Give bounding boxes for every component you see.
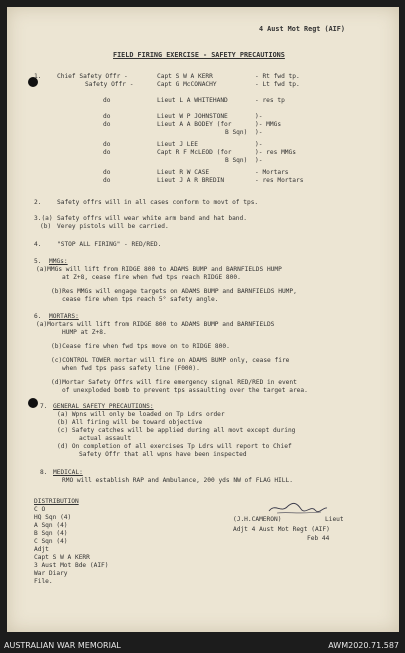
paragraph-text: actual assault [79,435,132,442]
section-number: 6. [34,313,42,320]
handwritten-signature [267,499,329,517]
paragraph-text: of unexploded bomb to prevent tps assaulting over the target area. [62,387,308,394]
paragraph-text: RMO will establish RAP and Ambulance, 200 yds NW of FLAG HILL. [62,477,293,484]
distribution-item: 3 Aust Mot Bde (AIF) [34,562,109,569]
safety-offr-name: Capt G McCONACHY [157,81,217,88]
subsection-label: (b) [40,223,52,230]
document-title: FIELD FIRING EXERCISE - SAFETY PRECAUTIONS [113,51,285,59]
paragraph-text: (d)Mortar Safety Offrs will fire emergency signal RED/RED in event [51,379,297,386]
paragraph-text: (c) Safety catches will be applied during all movt except during [57,427,296,434]
ditto-mark: do [103,149,111,156]
ditto-mark: do [103,177,111,184]
paragraph-text: (d) On completion of all exercises Tp Ldrs will report to Chief [57,443,292,450]
signatory-rank: Lieut [325,516,344,523]
section-number: 3.(a) [34,215,53,222]
paragraph-text: (a) Wpns will only be loaded on Tp Ldrs order [57,411,225,418]
section-heading: GENERAL SAFETY PRECAUTIONS: [53,403,154,410]
officer-name: Lieut J LEE [157,141,198,148]
chief-safety-name: Capt S W A KERR [157,73,213,80]
officer-name: Capt R F McLEOD (for [157,149,232,156]
paragraph-text: (b)Cease fire when fwd tps move on to RIDGE 800. [51,343,230,350]
officer-name: Lieut J A R BREDIN [157,177,225,184]
officer-role: )- res MMGs [255,149,296,156]
officer-role: )- [255,141,263,148]
paragraph-text: Verey pistols will be carried. [57,223,169,230]
distribution-item: Capt S W A KERR [34,554,90,561]
officer-role: - res Mortars [255,177,304,184]
officer-name: Lieut R W CASE [157,169,210,176]
paragraph-text: cease fire when tps reach 5° safety angle. [62,296,219,303]
paragraph-text: (b)Res MMGs will engage targets on ADAMS BUMP and BARNFIELDS HUMP, [51,288,297,295]
paragraph-text: at Z+8, cease fire when fwd tps reach RIDGE 800. [62,274,241,281]
ditto-mark: do [103,113,111,120]
paragraph-text: (a)MMGs will lift from RIDGE 800 to ADAMS BUMP and BARNFIELDS HUMP [36,266,282,273]
safety-offr-label: Safety Offr - [85,81,134,88]
paragraph-text: (b) All firing will be toward objective [57,419,203,426]
officer-role: - Mortars [255,169,289,176]
paragraph-text: (c)CONTROL TOWER mortar will fire on ADAMS BUMP only, cease fire [51,357,290,364]
distribution-item: HQ Sqn (4) [34,514,72,521]
archive-reference: AWM2020.71.587 [328,641,399,650]
officer-role: - res tp [255,97,285,104]
distribution-heading: DISTRIBUTION [34,498,79,505]
paragraph-text: Safety offrs will in all cases conform to movt of tps. [57,199,259,206]
ditto-mark: do [103,169,111,176]
archive-name: AUSTRALIAN WAR MEMORIAL [4,641,121,650]
officer-name: B Sqn) [225,129,248,136]
ditto-mark: do [103,141,111,148]
ditto-mark: do [103,121,111,128]
ditto-mark: do [103,97,111,104]
officer-name: Lieut A A BODEY (for [157,121,232,128]
section-number: 2. [34,199,42,206]
document-date: Feb 44 [307,535,330,542]
safety-offr-role: - Lt fwd tp. [255,81,300,88]
officer-name: B Sqn) [225,157,248,164]
paragraph-text: HUMP at Z+8. [62,329,107,336]
distribution-item: Adjt [34,546,49,553]
chief-safety-label: Chief Safety Offr - [57,73,128,80]
archive-footer [0,638,405,653]
signatory-title: Adjt 4 Aust Mot Regt (AIF) [233,526,330,533]
punch-hole [28,398,38,408]
officer-name: Lieut L A WHITEHAND [157,97,228,104]
section-number: 8. [40,469,48,476]
chief-safety-role: - Rt fwd tp. [255,73,300,80]
section-heading: MORTARS: [49,313,79,320]
distribution-item: C O [34,506,46,513]
distribution-item: File. [34,578,53,585]
paragraph-text: when fwd tps pass safety line (F000). [62,365,200,372]
distribution-item: B Sqn (4) [34,530,68,537]
paragraph-text: Safety Offr that all wpns have been inspected [79,451,247,458]
section-heading: MEDICAL: [53,469,83,476]
paragraph-text: Safety offrs will wear white arm band and hat band. [57,215,247,222]
section-heading: MMGs: [49,258,68,265]
section-number: 4. [34,241,42,248]
paragraph-text: (a)Mortars will lift from RIDGE 800 to ADAMS BUMP and BARNFIELDS [36,321,275,328]
distribution-item: C Sqn (4) [34,538,68,545]
officer-name: Lieut W P JOHNSTONE [157,113,228,120]
officer-role: )- [255,113,263,120]
distribution-item: War Diary [34,570,68,577]
document-page [7,7,399,632]
section-number: 1. [34,73,42,80]
section-number: 5. [34,258,42,265]
unit-header: 4 Aust Mot Regt (AIF) [259,25,345,33]
signatory-name: (J.H.CAMERON) [233,516,282,523]
section-number: 7. [40,403,48,410]
paragraph-text: "STOP ALL FIRING" - RED/RED. [57,241,162,248]
officer-role: )- [255,129,263,136]
distribution-item: A Sqn (4) [34,522,68,529]
officer-role: )- [255,157,263,164]
officer-role: )- MMGs [255,121,282,128]
